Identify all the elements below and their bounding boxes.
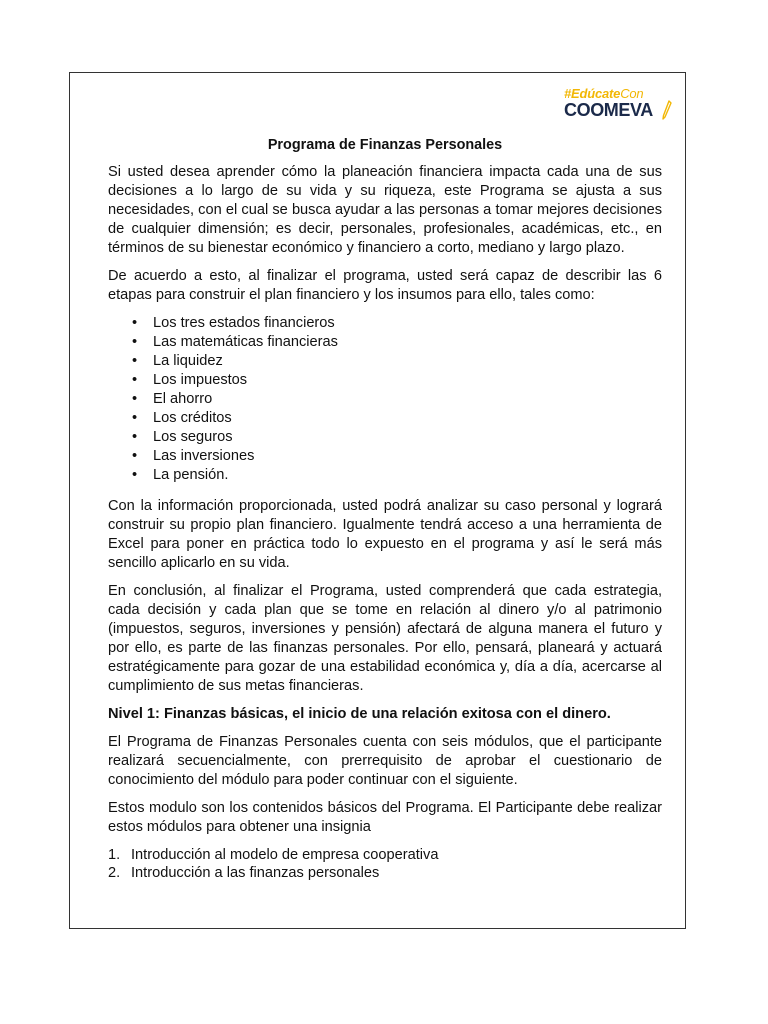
- list-item: • Las matemáticas financieras: [108, 333, 662, 352]
- topics-list: [108, 314, 662, 485]
- list-item: • La liquidez: [108, 352, 662, 371]
- list-item: • Los créditos: [108, 409, 662, 428]
- list-item: [108, 864, 662, 882]
- list-item: • La pensión.: [108, 466, 662, 485]
- list-label: Introducción a las finanzas personales: [131, 865, 380, 881]
- list-item: • Los seguros: [108, 428, 662, 447]
- level-heading: Nivel 1: Finanzas básicas, el inicio de una relación exitosa con el dinero.: [108, 706, 611, 722]
- logo-hashtag-light: Con: [620, 86, 644, 101]
- objective-paragraph: De acuerdo a esto, al finalizar el programa, usted será capaz de describir las 6 etapas para construir el plan financiero y los insumos para ello, tales como:: [108, 268, 662, 303]
- document-title: Programa de Finanzas Personales: [267, 137, 503, 153]
- list-item: • Las inversiones: [108, 447, 662, 466]
- info-paragraph: Con la información proporcionada, usted podrá analizar su caso personal y logrará construir su propio plan financiero. Igualmente tendrá acceso a una herramienta de Excel para poner en práctica todo lo expuesto en el programa y así le será más sencillo aplicarlo en su vida.: [108, 498, 662, 571]
- list-item: • Los impuestos: [108, 371, 662, 390]
- modules-intro-paragraph: El Programa de Finanzas Personales cuenta con seis módulos, que el participante realizará secuencialmente, con prerrequisito de aprobar el cuestionario de conocimiento del módulo para poder continuar con el siguiente.: [108, 734, 662, 788]
- list-number: 2.: [108, 865, 121, 881]
- modules-list: [108, 846, 662, 882]
- logo-hashtag-bold: #Edúcate: [564, 86, 621, 101]
- list-label: Introducción al modelo de empresa cooperativa: [131, 847, 439, 863]
- document-page: [69, 72, 686, 929]
- list-item: • El ahorro: [108, 390, 662, 409]
- educate-con-coomeva-logo: [564, 86, 674, 126]
- modules-note-paragraph: Estos modulo son los contenidos básicos del Programa. El Participante debe realizar estos módulos para obtener una insignia: [108, 800, 662, 835]
- intro-paragraph: Si usted desea aprender cómo la planeación financiera impacta cada una de sus decisiones a lo largo de su vida y su riqueza, este Programa se ajusta a sus necesidades, con el cual se busca ayudar a las personas a tomar mejores decisiones de cualquier dimensión; es decir, personales, profesionales, académicas, etc., en términos de su bienestar económico y financiero a corto, mediano y largo plazo.: [108, 164, 662, 256]
- list-item: [108, 846, 662, 864]
- conclusion-paragraph: En conclusión, al finalizar el Programa, usted comprenderá que cada estrategia, cada decisión y cada plan que se tome en relación al dinero y/o al patrimonio (impuestos, seguros, inversiones y pensión) afectará de alguna manera el futuro y por ello, es parte de las finanzas personales. Por ello, pensará, planeará y actuará estratégicamente para gozar de una estabilidad económica y, día a día, acercarse al cumplimiento de sus metas financieras.: [108, 583, 662, 694]
- logo-brand: COOMEVA: [564, 100, 653, 120]
- list-number: 1.: [108, 847, 121, 863]
- list-item: • Los tres estados financieros: [108, 314, 662, 333]
- pencil-icon: [662, 100, 672, 120]
- logo-hashtag: [564, 86, 643, 101]
- document-body: [108, 136, 662, 882]
